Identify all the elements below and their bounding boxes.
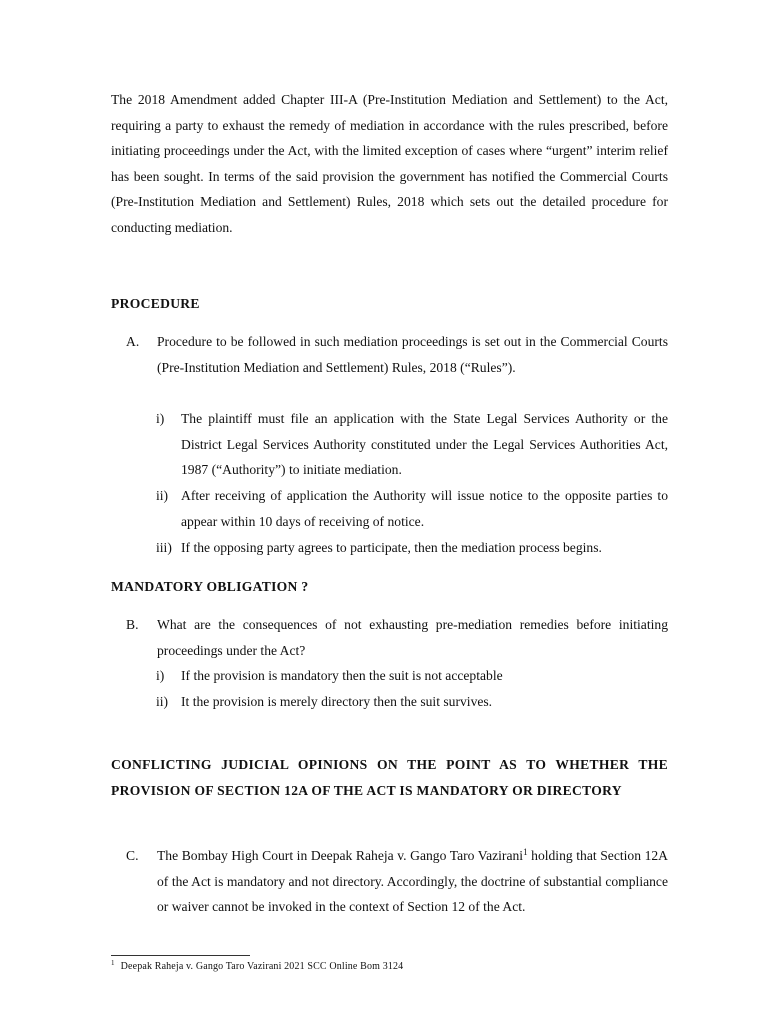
list-label: C. [126, 848, 139, 863]
sub-item-label: ii) [156, 694, 169, 709]
list-label: A. [126, 334, 140, 349]
sub-item-a-i [156, 406, 668, 483]
sub-item-text: The plaintiff must file an application with the State Legal Services Authority or the District Legal Services Authority constituted under the Legal Services Authorities Act, 1987 (“Authority”) to initiate mediation. [181, 411, 668, 478]
footnote-mark: 1 [111, 959, 115, 967]
sub-item-b-i [156, 663, 668, 689]
list-item-text: What are the consequences of not exhausting pre-mediation remedies before initiating proceedings under the Act? [157, 617, 668, 658]
list-item-text-before: The Bombay High Court in Deepak Raheja v. Gango Taro Vazirani [157, 848, 524, 863]
sub-item-label: iii) [156, 540, 172, 555]
list-label: B. [126, 617, 139, 632]
list-item-a [126, 329, 668, 380]
footnote-text: Deepak Raheja v. Gango Taro Vazirani 2021 SCC Online Bom 3124 [120, 961, 404, 972]
conflicting-opinions-heading: CONFLICTING JUDICIAL OPINIONS ON THE POINT AS TO WHETHER THE PROVISION OF SECTION 12A OF THE ACT IS MANDATORY OR DIRECTORY [111, 757, 668, 798]
sub-item-b-ii [156, 689, 668, 715]
sub-item-text: It the provision is merely directory then the suit survives. [181, 694, 493, 709]
list-item-text: Procedure to be followed in such mediation proceedings is set out in the Commercial Courts (Pre-Institution Mediation and Settlement) Rules, 2018 (“Rules”). [157, 334, 668, 375]
list-item-b [126, 612, 668, 663]
footnote [111, 960, 671, 974]
sub-item-text: If the opposing party agrees to participate, then the mediation process begins. [181, 540, 602, 555]
intro-paragraph: The 2018 Amendment added Chapter III-A (Pre-Institution Mediation and Settlement) to the Act, requiring a party to exhaust the remedy of mediation in accordance with the rules prescribed, before initiating proceedings under the Act, with the limited exception of cases where “urgent” interim relief has been sought. In terms of the said provision the government has notified the Commercial Courts (Pre-Institution Mediation and Settlement) Rules, 2018 which sets out the detailed procedure for conducting mediation. [111, 92, 668, 235]
sub-item-a-iii [156, 535, 668, 561]
list-item-c [126, 843, 668, 920]
list-item-text-after: holding that Section 12A of the Act is mandatory and not directory. Accordingly, the doctrine of substantial compliance or waiver cannot be invoked in the context of Section 12 of the Act. [157, 848, 668, 915]
sub-item-text: After receiving of application the Authority will issue notice to the opposite parties to appear within 10 days of receiving of notice. [181, 488, 668, 529]
sub-item-text: If the provision is mandatory then the suit is not acceptable [181, 668, 503, 683]
sub-item-a-ii [156, 483, 668, 534]
footnote-reference[interactable]: 1 [523, 847, 528, 857]
sub-item-label: i) [156, 411, 165, 426]
procedure-heading: PROCEDURE [111, 296, 200, 311]
sub-item-label: i) [156, 668, 165, 683]
sub-item-label: ii) [156, 488, 169, 503]
mandatory-obligation-heading: MANDATORY OBLIGATION ? [111, 579, 309, 594]
footnote-divider [111, 955, 250, 956]
